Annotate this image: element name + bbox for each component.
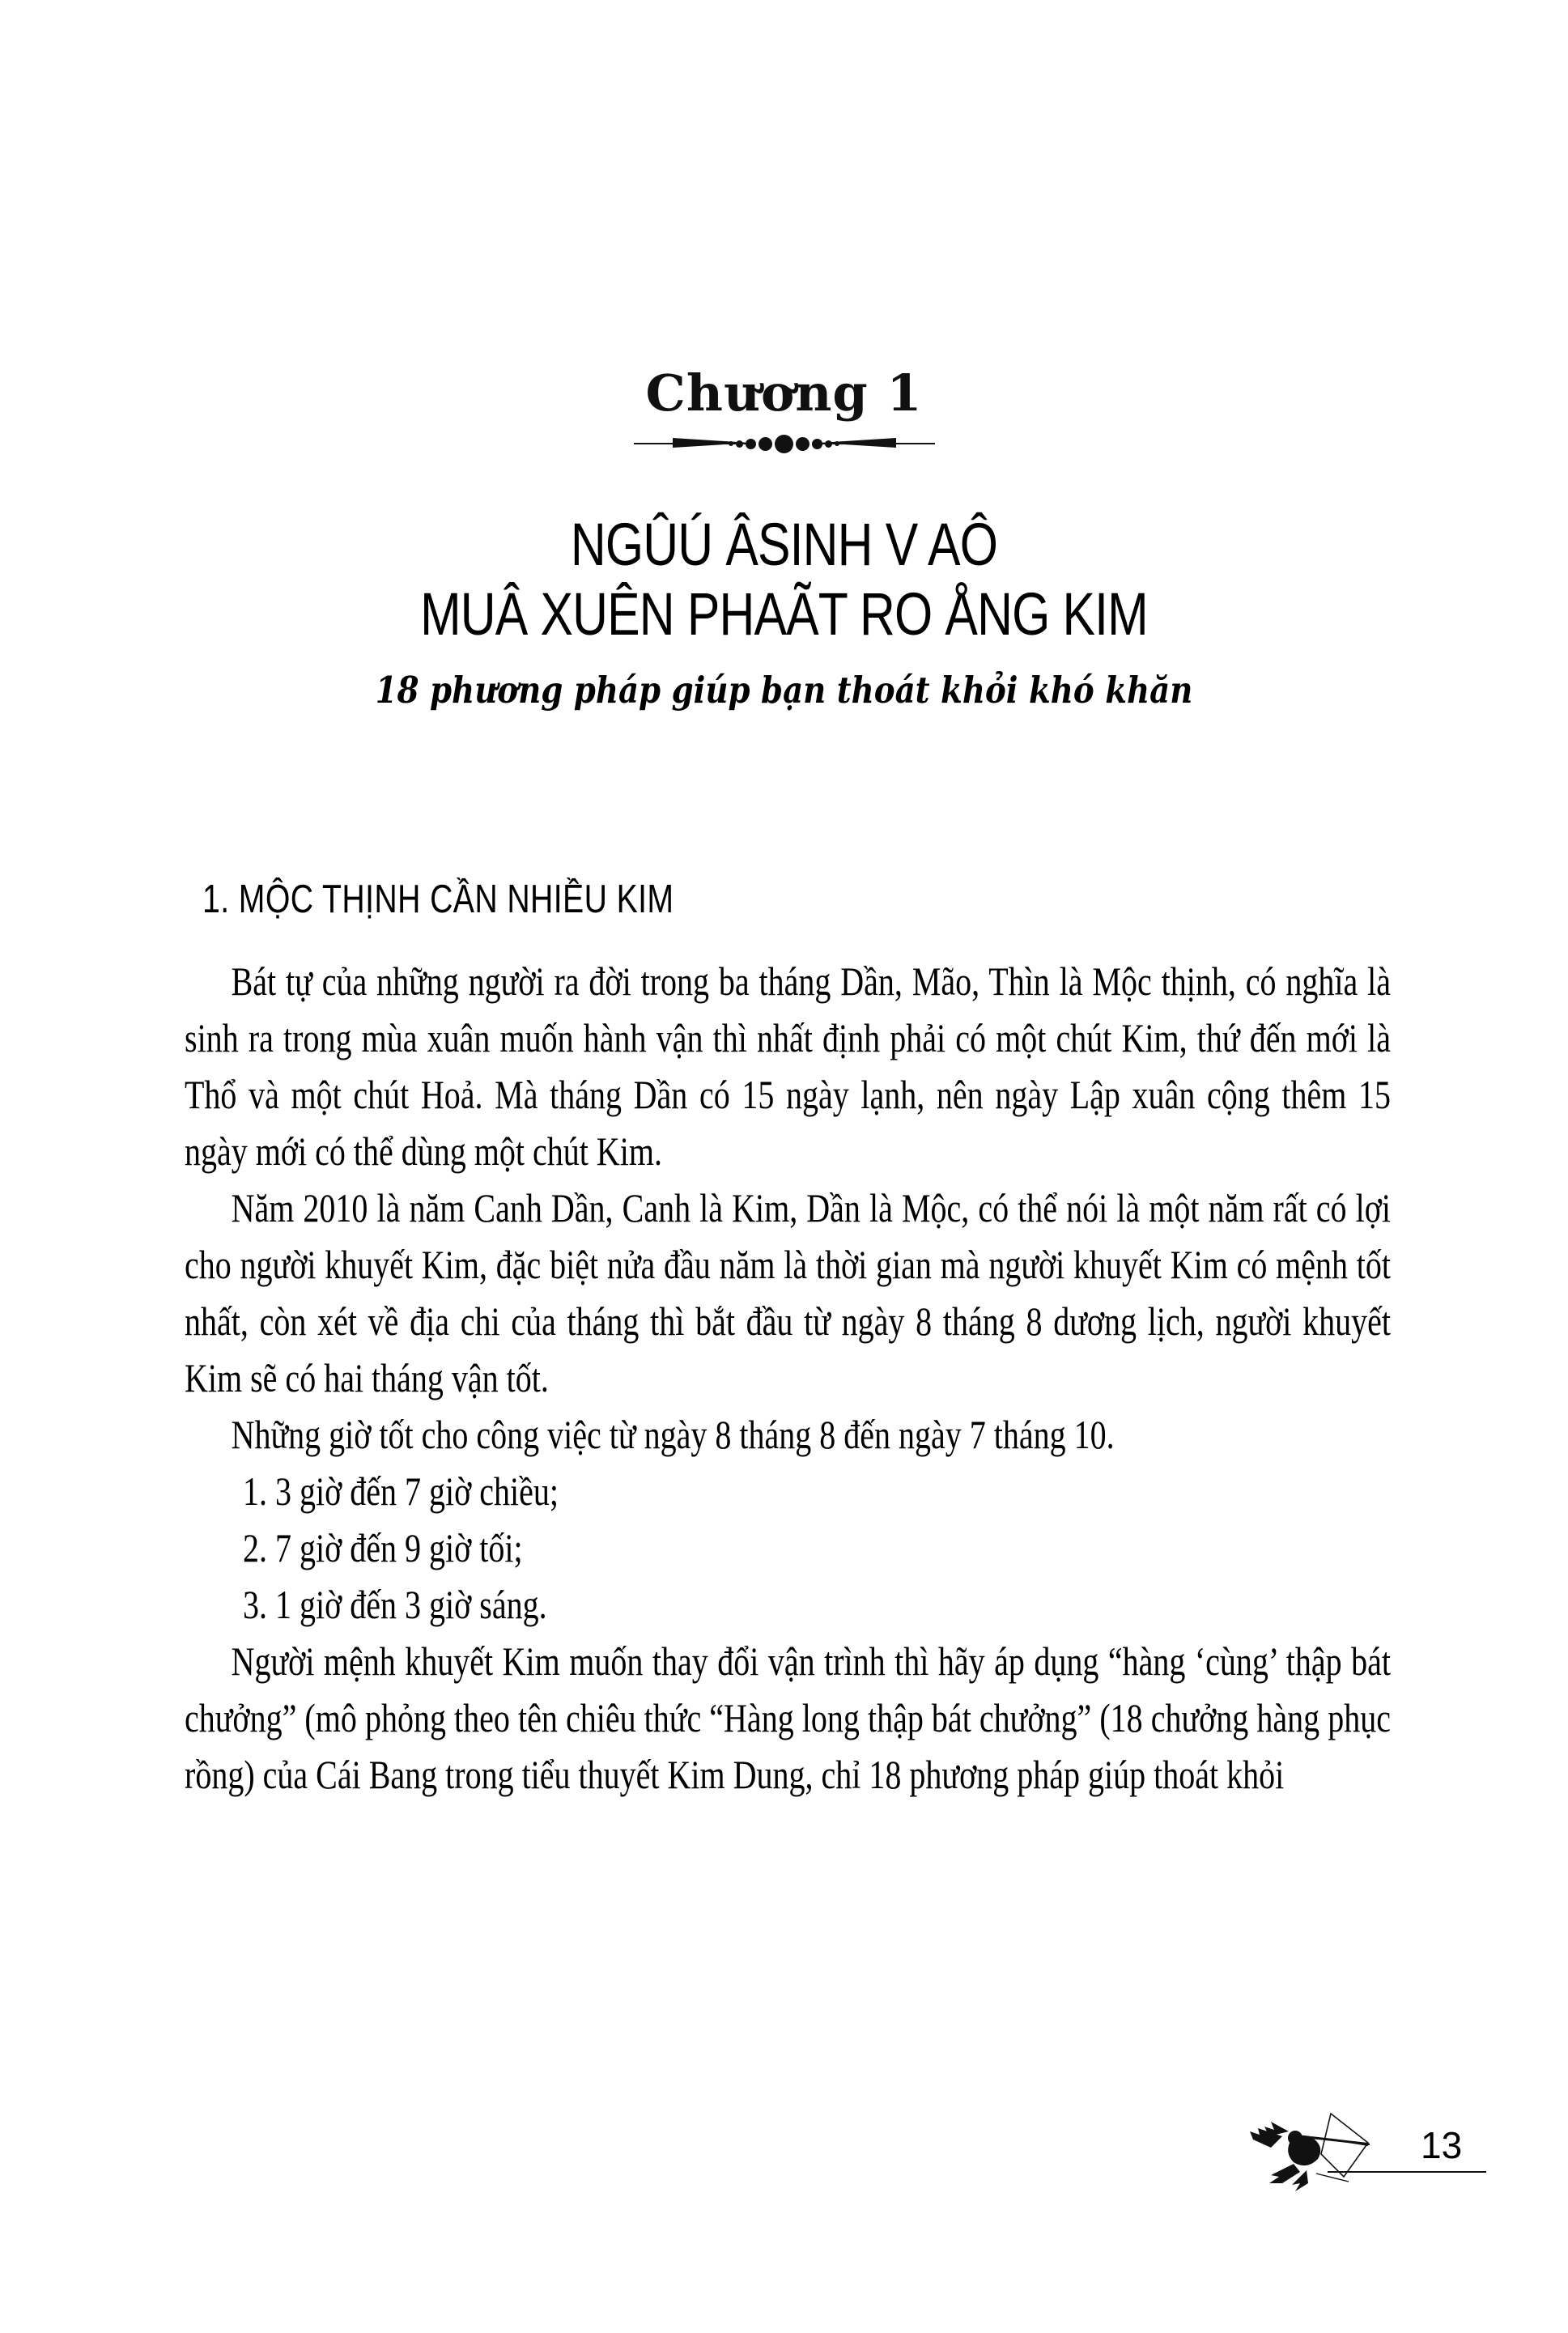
- paragraph-3: Những giờ tốt cho công việc từ ngày 8 tháng 8 đến ngày 7 tháng 10.: [231, 1411, 1115, 1457]
- chapter-label: Chương 1: [645, 363, 923, 423]
- title-line-1: NGÛÚ ÂSINH V AÔ: [570, 511, 998, 578]
- title-subtitle: 18 phương pháp giúp bạn thoát khỏi khó khăn: [375, 669, 1193, 712]
- floral-divider-ornament: [623, 430, 946, 457]
- paragraph-2: Năm 2010 là năm Canh Dần, Canh là Kim, Dần là Mộc, có thể nói là một năm rất có lợi cho người khuyết Kim, đặc biệt nửa đầu năm là thời gian mà người khuyết Kim có mệnh tốt nhất, còn xét về địa chi của tháng thì bắt đầu từ ngày 8 tháng 8 dương lịch, người khuyết Kim sẽ có hai tháng vận tốt.: [185, 1184, 1392, 1400]
- footer-rule: [1328, 2171, 1486, 2173]
- page-footer: [1247, 2093, 1506, 2206]
- list-item: 1. 3 giờ đến 7 giờ chiều;: [243, 1468, 559, 1514]
- section-heading: 1. MỘC THỊNH CẦN NHIỀU KIM: [202, 878, 674, 921]
- page-content: [185, 878, 1391, 1803]
- list-item: 2. 7 giờ đến 9 giờ tối;: [243, 1524, 523, 1570]
- auspicious-hours-list: [185, 1463, 1391, 1633]
- title-block: [0, 510, 1568, 711]
- paragraph-1: Bát tự của những người ra đời trong ba tháng Dần, Mão, Thìn là Mộc thịnh, có nghĩa là sinh ra trong mùa xuân muốn hành vận thì nhất định phải có một chút Kim, thứ đến mới là Thổ và một chút Hoả. Mà tháng Dần có 15 ngày lạnh, nên ngày Lập xuân cộng thêm 15 ngày mới có thể dùng một chút Kim.: [185, 958, 1392, 1174]
- title-line-2: MUÂ XUÊN PHAÃT RO ÅNG KIM: [420, 580, 1148, 648]
- page-number: 13: [1421, 2124, 1463, 2166]
- flying-bird-ornament: [1247, 2107, 1433, 2196]
- ornament-dot-cluster: [623, 430, 946, 457]
- list-item: 3. 1 giờ đến 3 giờ sáng.: [243, 1581, 547, 1627]
- paragraph-4: Người mệnh khuyết Kim muốn thay đổi vận trình thì hãy áp dụng “hàng ‘cùng’ thập bát chưởng” (mô phỏng theo tên chiêu thức “Hàng long thập bát chưởng” (18 chưởng hàng phục rồng) của Cái Bang trong tiểu thuyết Kim Dung, chỉ 18 phương pháp giúp thoát khỏi: [185, 1638, 1392, 1797]
- chapter-header: [0, 363, 1568, 457]
